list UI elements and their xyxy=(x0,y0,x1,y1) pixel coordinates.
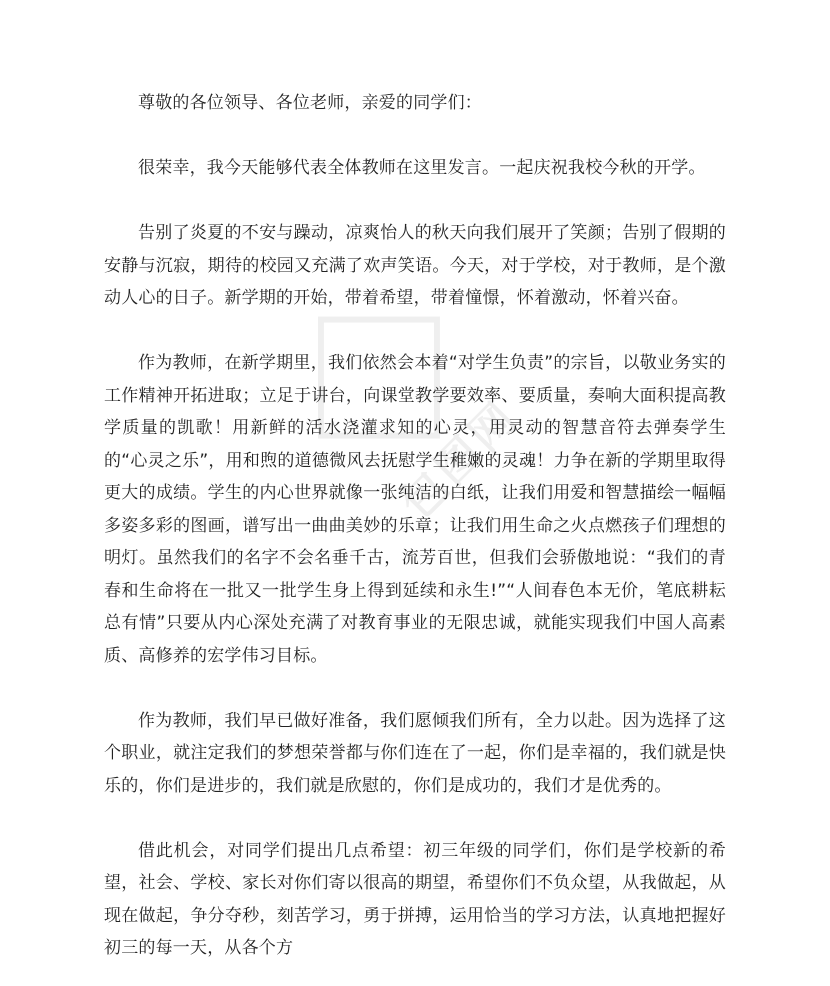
salutation: 尊敬的各位领导、各位老师，亲爱的同学们： xyxy=(138,93,482,113)
paragraph-opening: 很荣幸，我今天能够代表全体教师在这里发言。一起庆祝我校今秋的开学。 xyxy=(138,158,706,178)
watermark-text: 包图网 xyxy=(391,391,529,529)
paragraph-teacher-readiness: 作为教师，我们早已做好准备，我们愿倾我们所有，全力以赴。因为选择了这个职业，就注定我们的梦想荣誉都与你们连在了一起，你们是幸福的，我们就是快乐的，你们是进步的，我们就是欣慰的，你们是成功的，我们才是优秀的。 xyxy=(104,710,726,796)
document-body xyxy=(104,87,726,965)
paragraph-farewell-summer: 告别了炎夏的不安与躁动，凉爽怡人的秋天向我们展开了笑颜；告别了假期的安静与沉寂，期待的校园又充满了欢声笑语。今天，对于学校，对于教师，是个激动人心的日子。新学期的开始，带着希望，带着憧憬，怀着激动，怀着兴奋。 xyxy=(104,223,726,308)
paragraph-hopes: 借此机会，对同学们提出几点希望：初三年级的同学们，你们是学校新的希望，社会、学校、家长对你们寄以很高的期望，希望你们不负众望，从我做起，从现在做起，争分夺秒，刻苦学习，勇于拼搏，运用恰当的学习方法，认真地把握好初三的每一天，从各个方 xyxy=(104,840,726,958)
paragraph-teacher-commitment: 作为教师，在新学期里，我们依然会本着“对学生负责”的宗旨，以敬业务实的工作精神开拓进取；立足于讲台，向课堂教学要效率、要质量，奏响大面积提高教学质量的凯歌！用新鲜的活水浇灌求知的心灵，用灵动的智慧音符去弹奏学生的“心灵之乐”，用和煦的道德微风去抚慰学生稚嫩的灵魂！力争在新的学期里取得更大的成绩。学生的内心世界就像一张纯洁的白纸，让我们用爱和智慧描绘一幅幅多姿多彩的图画，谱写出一曲曲美妙的乐章；让我们用生命之火点燃孩子们理想的明灯。虽然我们的名字不会名垂千古，流芳百世，但我们会骄傲地说：“我们的青春和生命将在一批又一批学生身上得到延续和永生!”“人间春色本无价，笔底耕耘总有情”只要从内心深处充满了对教育事业的无限忠诚，就能实现我们中国人高素质、高修养的宏学伟习目标。 xyxy=(104,353,726,666)
